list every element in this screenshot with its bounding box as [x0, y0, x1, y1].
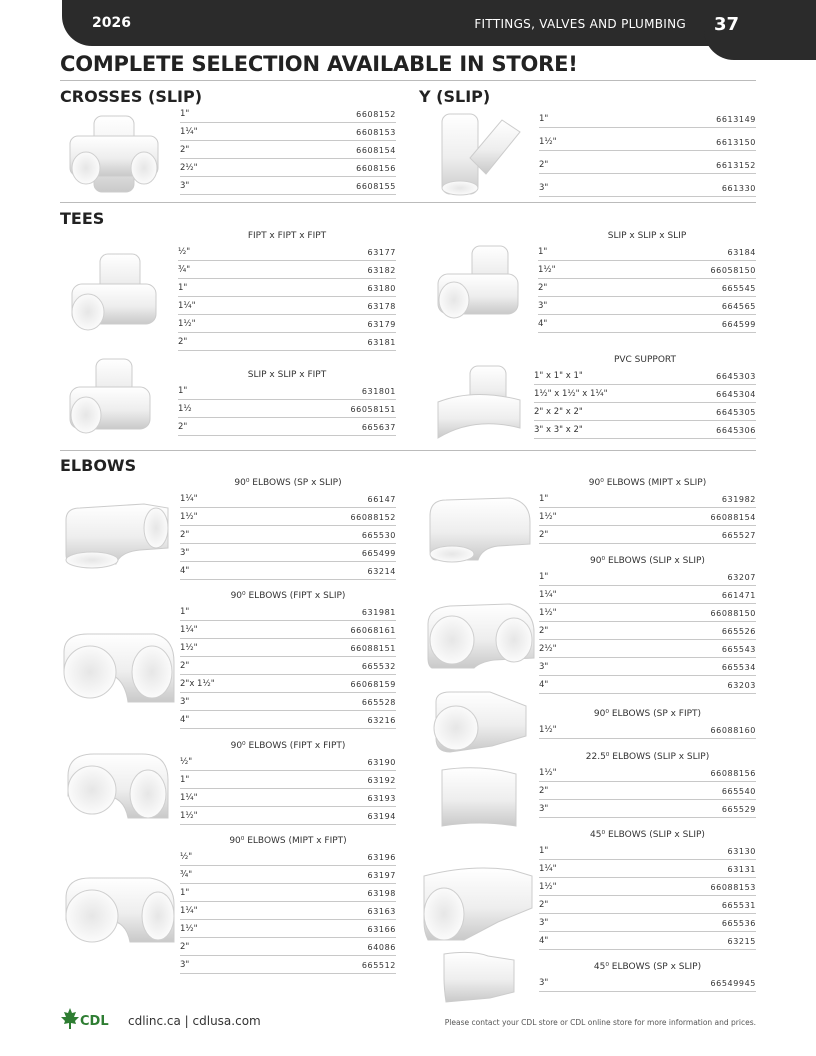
size-cell: 3" — [180, 960, 190, 970]
product-code-cell: 63214 — [367, 567, 396, 576]
product-code-cell: 664599 — [721, 320, 756, 329]
size-cell: 1¼" — [180, 793, 198, 803]
footer-urls[interactable]: cdlinc.ca | cdlusa.com — [128, 1014, 261, 1028]
section-title-elbows: ELBOWS — [60, 456, 137, 475]
divider — [60, 80, 756, 81]
table-caption: 45⁰ ELBOWS (SP x SLIP) — [593, 962, 702, 972]
size-cell: 1" — [180, 109, 190, 119]
table-row — [539, 490, 756, 508]
table-caption: 90⁰ ELBOWS (MIPT x FIPT) — [229, 836, 347, 846]
table-row — [180, 508, 396, 526]
size-cell: 3" x 3" x 2" — [534, 425, 583, 435]
section-title-crosses: CROSSES (SLIP) — [60, 87, 203, 106]
size-cell: 1" — [180, 888, 190, 898]
size-cell: 1¼" — [180, 906, 198, 916]
product-code-cell: 6608153 — [356, 128, 396, 137]
product-code-cell: 665527 — [721, 531, 756, 540]
size-cell: ¾" — [178, 265, 191, 275]
table-row — [539, 586, 756, 604]
size-cell: 1" — [178, 283, 188, 293]
size-cell: 3" — [539, 918, 549, 928]
table-row — [534, 367, 756, 385]
product-code-cell: 63166 — [367, 925, 396, 934]
size-cell: ½" — [180, 852, 193, 862]
maple-leaf-icon — [60, 1008, 80, 1030]
table-row — [180, 789, 396, 807]
table-row — [539, 658, 756, 676]
size-cell: 3" — [539, 183, 549, 193]
product-code-cell: 665536 — [721, 919, 756, 928]
product-code-cell: 665530 — [361, 531, 396, 540]
size-cell: 1½" — [178, 319, 196, 329]
table-row — [539, 604, 756, 622]
size-cell: 1" x 1" x 1" — [534, 371, 583, 381]
product-code-cell: 6608156 — [356, 164, 396, 173]
elbow-90-fipt-fipt-image — [60, 746, 176, 826]
table-row — [180, 177, 396, 195]
table-row — [539, 842, 756, 860]
product-code-cell: 665531 — [721, 901, 756, 910]
product-code-cell: 63184 — [727, 248, 756, 257]
product-code-cell: 661330 — [721, 184, 756, 193]
product-code-cell: 665526 — [721, 627, 756, 636]
product-code-cell: 63197 — [367, 871, 396, 880]
table-caption: FIPT x FIPT x FIPT — [247, 231, 327, 241]
size-cell: 2" — [539, 900, 549, 910]
elbow-22-5-image — [436, 762, 522, 834]
y-slip-table — [539, 105, 756, 197]
table-row — [178, 315, 396, 333]
size-cell: 2" — [539, 626, 549, 636]
product-code-cell: 66058151 — [350, 405, 396, 414]
table-caption: 90⁰ ELBOWS (SLIP x SLIP) — [590, 556, 705, 566]
table-row — [539, 764, 756, 782]
table-row — [539, 974, 756, 992]
tee-slip-fipt-image — [66, 355, 156, 439]
elbow-45-slip-slip-table — [539, 828, 756, 950]
table-row — [539, 151, 756, 174]
size-cell: 2" — [178, 422, 188, 432]
table-row — [180, 526, 396, 544]
table-row — [538, 243, 756, 261]
table-row — [180, 920, 396, 938]
table-caption: 90⁰ ELBOWS (FIPT x FIPT) — [230, 741, 346, 751]
table-row — [180, 771, 396, 789]
size-cell: 2" — [539, 530, 549, 540]
product-code-cell: 63207 — [727, 573, 756, 582]
product-code-cell: 63181 — [367, 338, 396, 347]
table-row — [180, 884, 396, 902]
table-row — [539, 526, 756, 544]
table-row — [180, 141, 396, 159]
table-row — [178, 261, 396, 279]
size-cell: 1" — [178, 386, 188, 396]
product-code-cell: 63179 — [367, 320, 396, 329]
product-code-cell: 631801 — [361, 387, 396, 396]
size-cell: 3" — [180, 697, 190, 707]
table-row — [180, 675, 396, 693]
product-code-cell: 63193 — [367, 794, 396, 803]
size-cell: 1½" — [539, 882, 557, 892]
footer-note: Please contact your CDL store or CDL online store for more information and prices. — [444, 1018, 756, 1027]
product-code-cell: 6613150 — [716, 138, 756, 147]
table-row — [180, 657, 396, 675]
tee-slip-table — [538, 229, 756, 333]
section-title-y: Y (SLIP) — [419, 87, 491, 106]
size-cell: 1" — [180, 775, 190, 785]
product-code-cell: 665637 — [361, 423, 396, 432]
section-title-tees: TEES — [60, 209, 105, 228]
size-cell: 4" — [538, 319, 548, 329]
elbow-45-sp-slip-image — [438, 948, 520, 1004]
product-code-cell: 63192 — [367, 776, 396, 785]
table-row — [539, 640, 756, 658]
size-cell: ¾" — [180, 870, 193, 880]
size-cell: 1½" — [539, 137, 557, 147]
size-cell: 2" — [180, 661, 190, 671]
size-cell: 1½" — [180, 643, 198, 653]
table-row — [539, 128, 756, 151]
page-number: 37 — [713, 14, 739, 35]
table-row — [180, 105, 396, 123]
size-cell: 3" — [539, 662, 549, 672]
table-caption: 90⁰ ELBOWS (MIPT x SLIP) — [588, 478, 707, 488]
table-row — [538, 261, 756, 279]
table-row — [180, 490, 396, 508]
table-row — [178, 243, 396, 261]
elbow-90-sp-fipt-table — [539, 707, 756, 739]
product-code-cell: 63177 — [367, 248, 396, 257]
product-code-cell: 66088152 — [350, 513, 396, 522]
size-cell: 2½" — [539, 644, 557, 654]
size-cell: 2" — [538, 283, 548, 293]
size-cell: 1½" — [539, 608, 557, 618]
product-code-cell: 665534 — [721, 663, 756, 672]
table-row — [178, 279, 396, 297]
table-row — [539, 508, 756, 526]
product-code-cell: 63178 — [367, 302, 396, 311]
size-cell: ½" — [180, 757, 193, 767]
table-row — [180, 711, 396, 729]
table-row — [180, 938, 396, 956]
table-row — [539, 568, 756, 586]
product-code-cell: 66147 — [367, 495, 396, 504]
product-code-cell: 6645305 — [716, 408, 756, 417]
product-code-cell: 665540 — [721, 787, 756, 796]
size-cell: 4" — [180, 566, 190, 576]
table-row — [180, 544, 396, 562]
size-cell: 2"x 1½" — [180, 679, 215, 689]
table-row — [180, 562, 396, 580]
size-cell: 1" — [538, 247, 548, 257]
table-caption: 22.5⁰ ELBOWS (SLIP x SLIP) — [585, 752, 710, 762]
size-cell: 1½" x 1½" x 1¼" — [534, 389, 608, 399]
product-code-cell: 63131 — [727, 865, 756, 874]
product-code-cell: 6645304 — [716, 390, 756, 399]
table-row — [538, 279, 756, 297]
table-row — [534, 403, 756, 421]
elbow-45-slip-slip-image — [420, 862, 536, 944]
divider — [60, 450, 756, 451]
elbow-90-fipt-fipt-table — [180, 739, 396, 825]
pvc-support-image — [434, 362, 524, 442]
size-cell: ½" — [178, 247, 191, 257]
table-caption: 90⁰ ELBOWS (SP x FIPT) — [593, 709, 702, 719]
table-row — [539, 676, 756, 694]
elbow-90-sp-slip-image — [60, 498, 176, 570]
table-row — [180, 159, 396, 177]
elbow-45-sp-slip-table — [539, 960, 756, 992]
table-caption: 90⁰ ELBOWS (SP x SLIP) — [234, 478, 342, 488]
divider — [60, 202, 756, 203]
elbow-90-slip-slip-table — [539, 554, 756, 694]
product-code-cell: 6608154 — [356, 146, 396, 155]
size-cell: 1½" — [180, 924, 198, 934]
size-cell: 1½ — [178, 404, 192, 414]
size-cell: 1¼" — [180, 127, 198, 137]
table-caption: 90⁰ ELBOWS (FIPT x SLIP) — [230, 591, 346, 601]
size-cell: 4" — [539, 680, 549, 690]
size-cell: 2" — [180, 942, 190, 952]
elbow-90-mipt-fipt-table — [180, 834, 396, 974]
table-row — [180, 123, 396, 141]
elbow-90-sp-slip-table — [180, 476, 396, 580]
product-code-cell: 63198 — [367, 889, 396, 898]
size-cell: 1½" — [180, 512, 198, 522]
size-cell: 1¼" — [178, 301, 196, 311]
product-code-cell: 6608155 — [356, 182, 396, 191]
product-code-cell: 64086 — [367, 943, 396, 952]
elbow-90-mipt-slip-table — [539, 476, 756, 544]
elbow-90-sp-fipt-image — [426, 688, 532, 756]
table-row — [180, 603, 396, 621]
product-code-cell: 6645306 — [716, 426, 756, 435]
category-title: FITTINGS, VALVES AND PLUMBING — [474, 17, 686, 31]
size-cell: 2" — [539, 786, 549, 796]
elbow-90-mipt-slip-image — [424, 494, 536, 564]
size-cell: 1" — [539, 494, 549, 504]
size-cell: 1" — [539, 114, 549, 124]
product-code-cell: 63182 — [367, 266, 396, 275]
size-cell: 4" — [180, 715, 190, 725]
product-code-cell: 63216 — [367, 716, 396, 725]
table-row — [539, 932, 756, 950]
size-cell: 1½" — [539, 725, 557, 735]
size-cell: 2½" — [180, 163, 198, 173]
cross-fitting-image — [66, 112, 162, 196]
table-row — [180, 639, 396, 657]
product-code-cell: 631981 — [361, 608, 396, 617]
product-code-cell: 664565 — [721, 302, 756, 311]
elbow-22-5-slip-slip-table — [539, 750, 756, 818]
size-cell: 2" — [180, 530, 190, 540]
table-row — [178, 297, 396, 315]
size-cell: 2" — [178, 337, 188, 347]
elbow-90-slip-slip-image — [422, 600, 538, 672]
table-row — [180, 902, 396, 920]
product-code-cell: 665532 — [361, 662, 396, 671]
size-cell: 1¼" — [180, 494, 198, 504]
tee-slip-fipt-table — [178, 368, 396, 436]
page-headline: COMPLETE SELECTION AVAILABLE IN STORE! — [60, 52, 578, 76]
table-row — [538, 315, 756, 333]
size-cell: 1" — [539, 572, 549, 582]
cdl-logo — [60, 1008, 109, 1034]
size-cell: 1½" — [539, 768, 557, 778]
product-code-cell: 63215 — [727, 937, 756, 946]
table-caption: SLIP x SLIP x SLIP — [607, 231, 687, 241]
page-header — [62, 0, 816, 46]
product-code-cell: 63203 — [727, 681, 756, 690]
table-row — [178, 400, 396, 418]
size-cell: 1¼" — [539, 590, 557, 600]
product-code-cell: 665545 — [721, 284, 756, 293]
product-code-cell: 665499 — [361, 549, 396, 558]
product-code-cell: 665528 — [361, 698, 396, 707]
size-cell: 1¼" — [180, 625, 198, 635]
table-row — [539, 174, 756, 197]
elbow-90-fipt-slip-table — [180, 589, 396, 729]
table-row — [534, 421, 756, 439]
product-code-cell: 63163 — [367, 907, 396, 916]
y-fitting-image — [434, 108, 530, 198]
tee-slip-image — [432, 242, 524, 326]
product-code-cell: 665543 — [721, 645, 756, 654]
product-code-cell: 66058150 — [710, 266, 756, 275]
table-row — [539, 896, 756, 914]
size-cell: 1½" — [539, 512, 557, 522]
product-code-cell: 66068159 — [350, 680, 396, 689]
product-code-cell: 63190 — [367, 758, 396, 767]
product-code-cell: 66088160 — [710, 726, 756, 735]
size-cell: 2" — [180, 145, 190, 155]
table-caption: SLIP x SLIP x FIPT — [247, 370, 327, 380]
product-code-cell: 63194 — [367, 812, 396, 821]
product-code-cell: 66088153 — [710, 883, 756, 892]
table-row — [534, 385, 756, 403]
product-code-cell: 63180 — [367, 284, 396, 293]
table-row — [539, 622, 756, 640]
table-row — [539, 105, 756, 128]
size-cell: 1" — [180, 607, 190, 617]
product-code-cell: 63130 — [727, 847, 756, 856]
size-cell: 3" — [539, 978, 549, 988]
product-code-cell: 6608152 — [356, 110, 396, 119]
product-code-cell: 6613149 — [716, 115, 756, 124]
table-row — [539, 914, 756, 932]
table-row — [180, 621, 396, 639]
size-cell: 3" — [180, 548, 190, 558]
table-row — [539, 860, 756, 878]
table-caption: 45⁰ ELBOWS (SLIP x SLIP) — [590, 830, 705, 840]
size-cell: 4" — [539, 936, 549, 946]
size-cell: 3" — [180, 181, 190, 191]
pvc-support-table — [534, 353, 756, 439]
brand-name: CDL — [80, 1014, 109, 1029]
product-code-cell: 665512 — [361, 961, 396, 970]
size-cell: 1½" — [538, 265, 556, 275]
table-row — [538, 297, 756, 315]
product-code-cell: 66068161 — [350, 626, 396, 635]
table-row — [178, 382, 396, 400]
tee-fipt-image — [66, 250, 162, 336]
table-row — [180, 866, 396, 884]
size-cell: 1¼" — [539, 864, 557, 874]
table-row — [178, 418, 396, 436]
table-row — [178, 333, 396, 351]
table-row — [539, 721, 756, 739]
size-cell: 2" — [539, 160, 549, 170]
product-code-cell: 661471 — [721, 591, 756, 600]
table-row — [539, 878, 756, 896]
table-row — [180, 753, 396, 771]
product-code-cell: 631982 — [721, 495, 756, 504]
product-code-cell: 63196 — [367, 853, 396, 862]
table-row — [180, 956, 396, 974]
size-cell: 1½" — [180, 811, 198, 821]
table-row — [539, 782, 756, 800]
product-code-cell: 66088156 — [710, 769, 756, 778]
crosses-table — [180, 105, 396, 195]
product-code-cell: 66549945 — [710, 979, 756, 988]
size-cell: 3" — [538, 301, 548, 311]
elbow-90-fipt-slip-image — [58, 628, 178, 706]
catalog-year: 2026 — [92, 15, 131, 31]
product-code-cell: 66088150 — [710, 609, 756, 618]
size-cell: 2" x 2" x 2" — [534, 407, 583, 417]
product-code-cell: 66088151 — [350, 644, 396, 653]
table-row — [180, 807, 396, 825]
product-code-cell: 665529 — [721, 805, 756, 814]
size-cell: 3" — [539, 804, 549, 814]
product-code-cell: 6613152 — [716, 161, 756, 170]
table-caption: PVC SUPPORT — [613, 355, 677, 365]
elbow-90-mipt-fipt-image — [60, 870, 180, 950]
product-code-cell: 6645303 — [716, 372, 756, 381]
table-row — [180, 693, 396, 711]
tee-fipt-table — [178, 229, 396, 351]
size-cell: 1" — [539, 846, 549, 856]
table-row — [180, 848, 396, 866]
table-row — [539, 800, 756, 818]
product-code-cell: 66088154 — [710, 513, 756, 522]
